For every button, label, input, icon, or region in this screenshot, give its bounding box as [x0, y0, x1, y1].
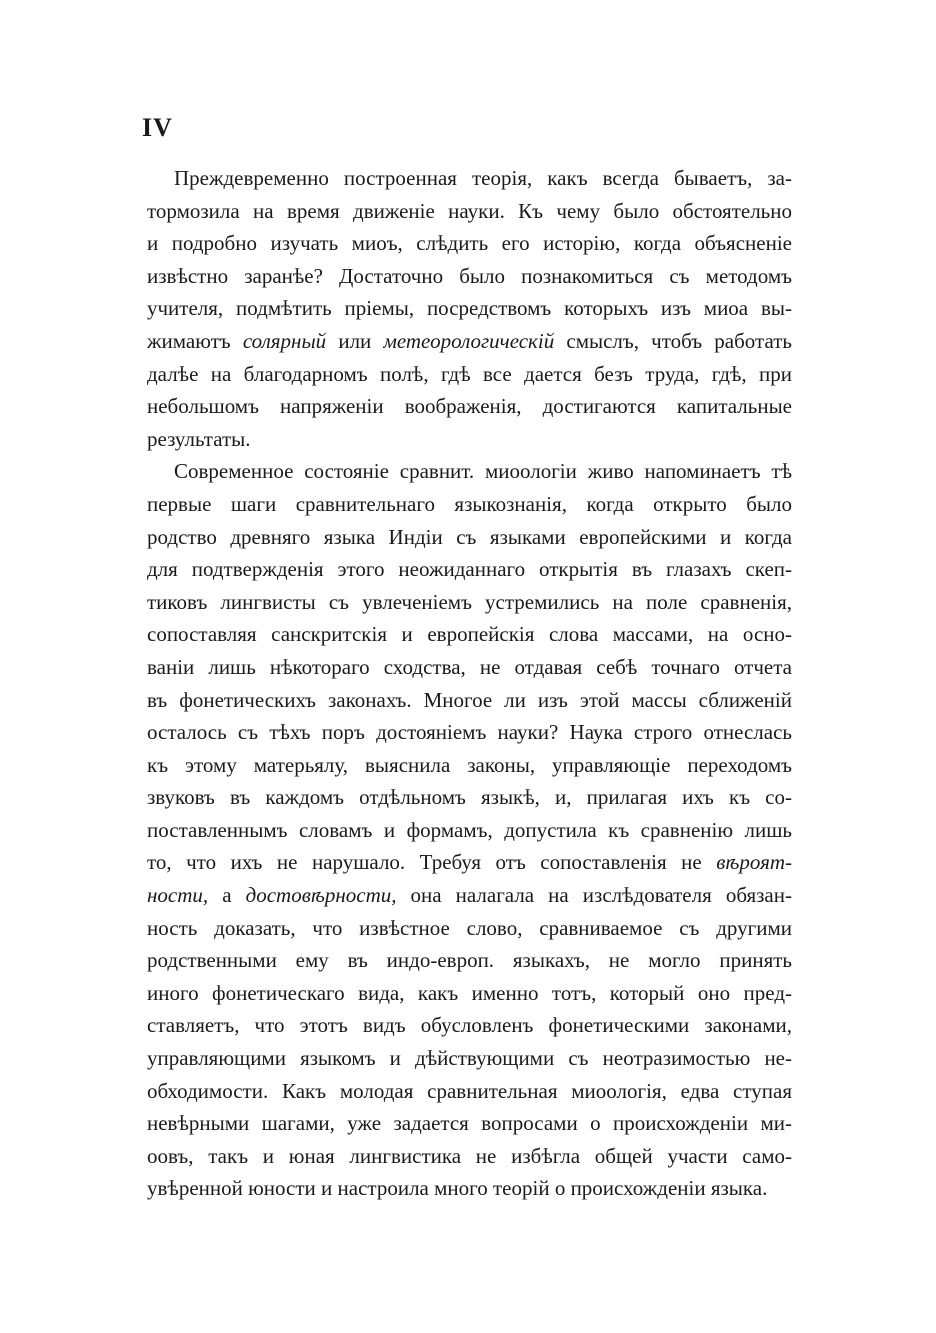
italic-term: солярный [242, 328, 327, 353]
paragraph-2 [147, 455, 792, 1205]
text-line: обходимости. Какъ молодая сравнительная миоологія, едва ступая [147, 1078, 792, 1103]
text-line: ваніи лишь нѣкотораго сходства, не отдавая себѣ точнаго отчета [147, 654, 792, 679]
body-text [147, 162, 792, 1205]
text-line: первые шаги сравнительнаго языкознанія, когда открыто было [147, 491, 792, 516]
text-line [147, 846, 792, 879]
text-line: родство древняго языка Индіи съ языками европейскими и когда [147, 524, 792, 549]
text-fragment: смыслъ, чтобъ работать [554, 328, 792, 353]
text-line: далѣе на благодарномъ полѣ, гдѣ все дается безъ труда, гдѣ, при [147, 361, 792, 386]
text-line: тиковъ лингвисты съ увлеченіемъ устремились на поле сравненія, [147, 589, 792, 614]
text-line: иного фонетическаго вида, какъ именно тотъ, который оно пред- [147, 980, 792, 1005]
text-fragment: а [208, 883, 246, 908]
text-line: тормозила на время движеніе науки. Къ чему было обстоятельно [147, 198, 792, 223]
text-line: ставляетъ, что этотъ видъ обусловленъ фонетическими законами, [147, 1013, 792, 1038]
text-line: осталось съ тѣхъ поръ достояніемъ науки? Наука строго отнеслась [147, 720, 792, 745]
italic-term: вѣроят- [716, 850, 792, 875]
text-line: для подтвержденія этого неожиданнаго открытія въ глазахъ скеп- [147, 557, 792, 582]
text-line: Преждевременно построенная теорія, какъ всегда бываетъ, за- [174, 166, 792, 190]
text-line: поставленнымъ словамъ и формамъ, допустила къ сравненію лишь [147, 817, 792, 842]
text-fragment: жимаютъ [147, 328, 243, 353]
text-line: невѣрными шагами, уже задается вопросами о происхожденіи ми- [147, 1111, 792, 1136]
italic-term: ности, [147, 883, 209, 908]
italic-term: метеорологическій [383, 328, 555, 353]
text-line: учителя, подмѣтить пріемы, посредствомъ которыхъ изъ миоа вы- [147, 296, 792, 321]
text-line: звуковъ въ каждомъ отдѣльномъ языкѣ, и, прилагая ихъ къ со- [147, 785, 792, 810]
text-line [147, 879, 792, 912]
page-number: IV [142, 113, 173, 142]
text-line: увѣренной юности и настроила много теорій о происхожденіи языка. [147, 1176, 768, 1201]
text-fragment: то, что ихъ не нарушало. Требуя отъ сопоставленія не [147, 850, 717, 875]
paragraph-1 [147, 162, 792, 455]
text-line: результаты. [147, 426, 251, 451]
text-line: къ этому матерьялу, выяснила законы, управляющіе переходомъ [147, 752, 792, 777]
text-line: сопоставляя санскритскія и европейскія слова массами, на осно- [147, 622, 792, 647]
text-line: Современное состояніе сравнит. миоологіи живо напоминаетъ тѣ [174, 459, 792, 484]
text-fragment: она налагала на изслѣдователя обязан- [396, 883, 792, 908]
italic-term: достовѣрности, [245, 883, 397, 908]
text-line: оовъ, такъ и юная лингвистика не избѣгла общей участи само- [147, 1143, 792, 1168]
text-line: управляющими языкомъ и дѣйствующими съ неотразимостью не- [147, 1046, 792, 1071]
text-fragment: или [326, 328, 384, 353]
text-line [147, 325, 792, 358]
text-line: родственными ему въ индо-европ. языкахъ, не могло принять [147, 948, 792, 973]
text-line: и подробно изучать миоъ, слѣдить его исторію, когда объясненіе [147, 231, 792, 256]
text-line: въ фонетическихъ законахъ. Многое ли изъ этой массы сближеній [147, 687, 792, 712]
text-line: извѣстно заранѣе? Достаточно было познакомиться съ методомъ [147, 263, 792, 288]
text-line: небольшомъ напряженіи воображенія, достигаются капитальные [147, 394, 792, 419]
text-line: ность доказать, что извѣстное слово, сравниваемое съ другими [147, 915, 792, 940]
